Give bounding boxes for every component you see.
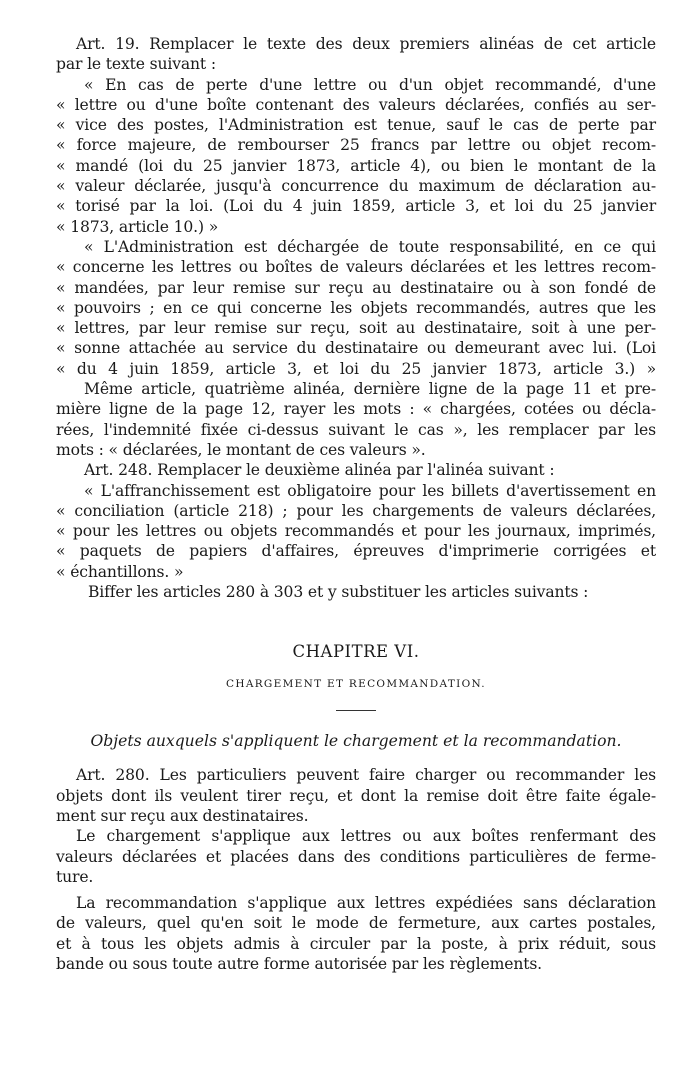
text-line: « L'Administration est déchargée de toute responsabilité, en ce qui	[84, 237, 656, 256]
text-line: Biffer les articles 280 à 303 et y substituer les articles suivants :	[88, 583, 589, 602]
article-19-block	[56, 34, 656, 602]
text-line: ment sur reçu aux destinataires.	[56, 806, 309, 825]
document-page	[56, 34, 656, 974]
text-line: « valeur déclarée, jusqu'à concurrence du maximum de déclaration au-	[56, 177, 656, 196]
text-line: Art. 19. Remplacer le texte des deux premiers alinéas de cet article	[76, 35, 656, 53]
text-line: Art. 280. Les particuliers peuvent faire charger ou recommander les	[76, 766, 656, 785]
text-line: La recommandation s'applique aux lettres expédiées sans déclaration	[76, 894, 656, 913]
text-line: « conciliation (article 218) ; pour les chargements de valeurs déclarées,	[56, 501, 656, 520]
text-line: « vice des postes, l'Administration est tenue, sauf le cas de perte par	[56, 116, 656, 135]
text-line: « échantillons. »	[56, 562, 184, 581]
text-line: « lettre ou d'une boîte contenant des valeurs déclarées, confiés au ser-	[56, 95, 656, 114]
text-line: « pouvoirs ; en ce qui concerne les objets recommandés, autres que les	[56, 298, 656, 317]
text-line: « En cas de perte d'une lettre ou d'un objet recommandé, d'une	[84, 75, 656, 94]
text-line: Même article, quatrième alinéa, dernière ligne de la page 11 et pre-	[84, 380, 656, 399]
text-line: Art. 248. Remplacer le deuxième alinéa par l'alinéa suivant :	[84, 461, 555, 480]
text-line: « torisé par la loi. (Loi du 4 juin 1859, article 3, et loi du 25 janvier	[56, 197, 656, 216]
text-line: « 1873, article 10.) »	[56, 217, 219, 236]
text-line: « lettres, par leur remise sur reçu, soit au destinataire, soit à une per-	[56, 319, 656, 338]
article-280-block	[56, 765, 656, 974]
text-line: de valeurs, quel qu'en soit le mode de fermeture, aux cartes postales,	[56, 914, 656, 933]
text-line: objets dont ils veulent tirer reçu, et dont la remise doit être faite égale-	[56, 786, 656, 805]
section-title: Objets auxquels s'appliquent le chargement et la recommandation.	[90, 732, 622, 751]
text-line: « force majeure, de rembourser 25 francs par lettre ou objet recom-	[56, 136, 656, 155]
text-line: et à tous les objets admis à circuler par la poste, à prix réduit, sous	[56, 934, 656, 953]
text-line: « L'affranchissement est obligatoire pour les billets d'avertissement en	[84, 481, 656, 500]
text-line: rées, l'indemnité fixée ci-dessus suivant le cas », les remplacer par les	[56, 420, 656, 439]
text-line: « concerne les lettres ou boîtes de valeurs déclarées et les lettres recom-	[56, 258, 656, 277]
text-line: ture.	[56, 867, 94, 886]
text-line: mière ligne de la page 12, rayer les mots : « chargées, cotées ou décla-	[56, 400, 656, 419]
chapter-subtitle: CHARGEMENT ET RECOMMANDATION.	[226, 678, 486, 691]
chapter-title: CHAPITRE VI.	[292, 642, 420, 662]
divider	[336, 710, 376, 711]
text-line: mots : « déclarées, le montant de ces valeurs ».	[56, 440, 426, 459]
text-line: « sonne attachée au service du destinataire ou demeurant avec lui. (Loi	[56, 339, 656, 358]
text-line: « pour les lettres ou objets recommandés et pour les journaux, imprimés,	[56, 522, 656, 541]
text-line: bande ou sous toute autre forme autorisée par les règlements.	[56, 954, 542, 973]
text-line: « mandées, par leur remise sur reçu au destinataire ou à son fondé de	[56, 278, 656, 297]
text-line: valeurs déclarées et placées dans des conditions particulières de ferme-	[56, 847, 656, 866]
text-line: Le chargement s'applique aux lettres ou aux boîtes renfermant des	[76, 827, 656, 846]
text-line: « paquets de papiers d'affaires, épreuves d'imprimerie corrigées et	[56, 542, 656, 561]
text-line: « du 4 juin 1859, article 3, et loi du 25 janvier 1873, article 3.) »	[56, 359, 656, 378]
text-line: par le texte suivant :	[56, 55, 216, 74]
text-line: « mandé (loi du 25 janvier 1873, article 4), ou bien le montant de la	[56, 156, 656, 175]
